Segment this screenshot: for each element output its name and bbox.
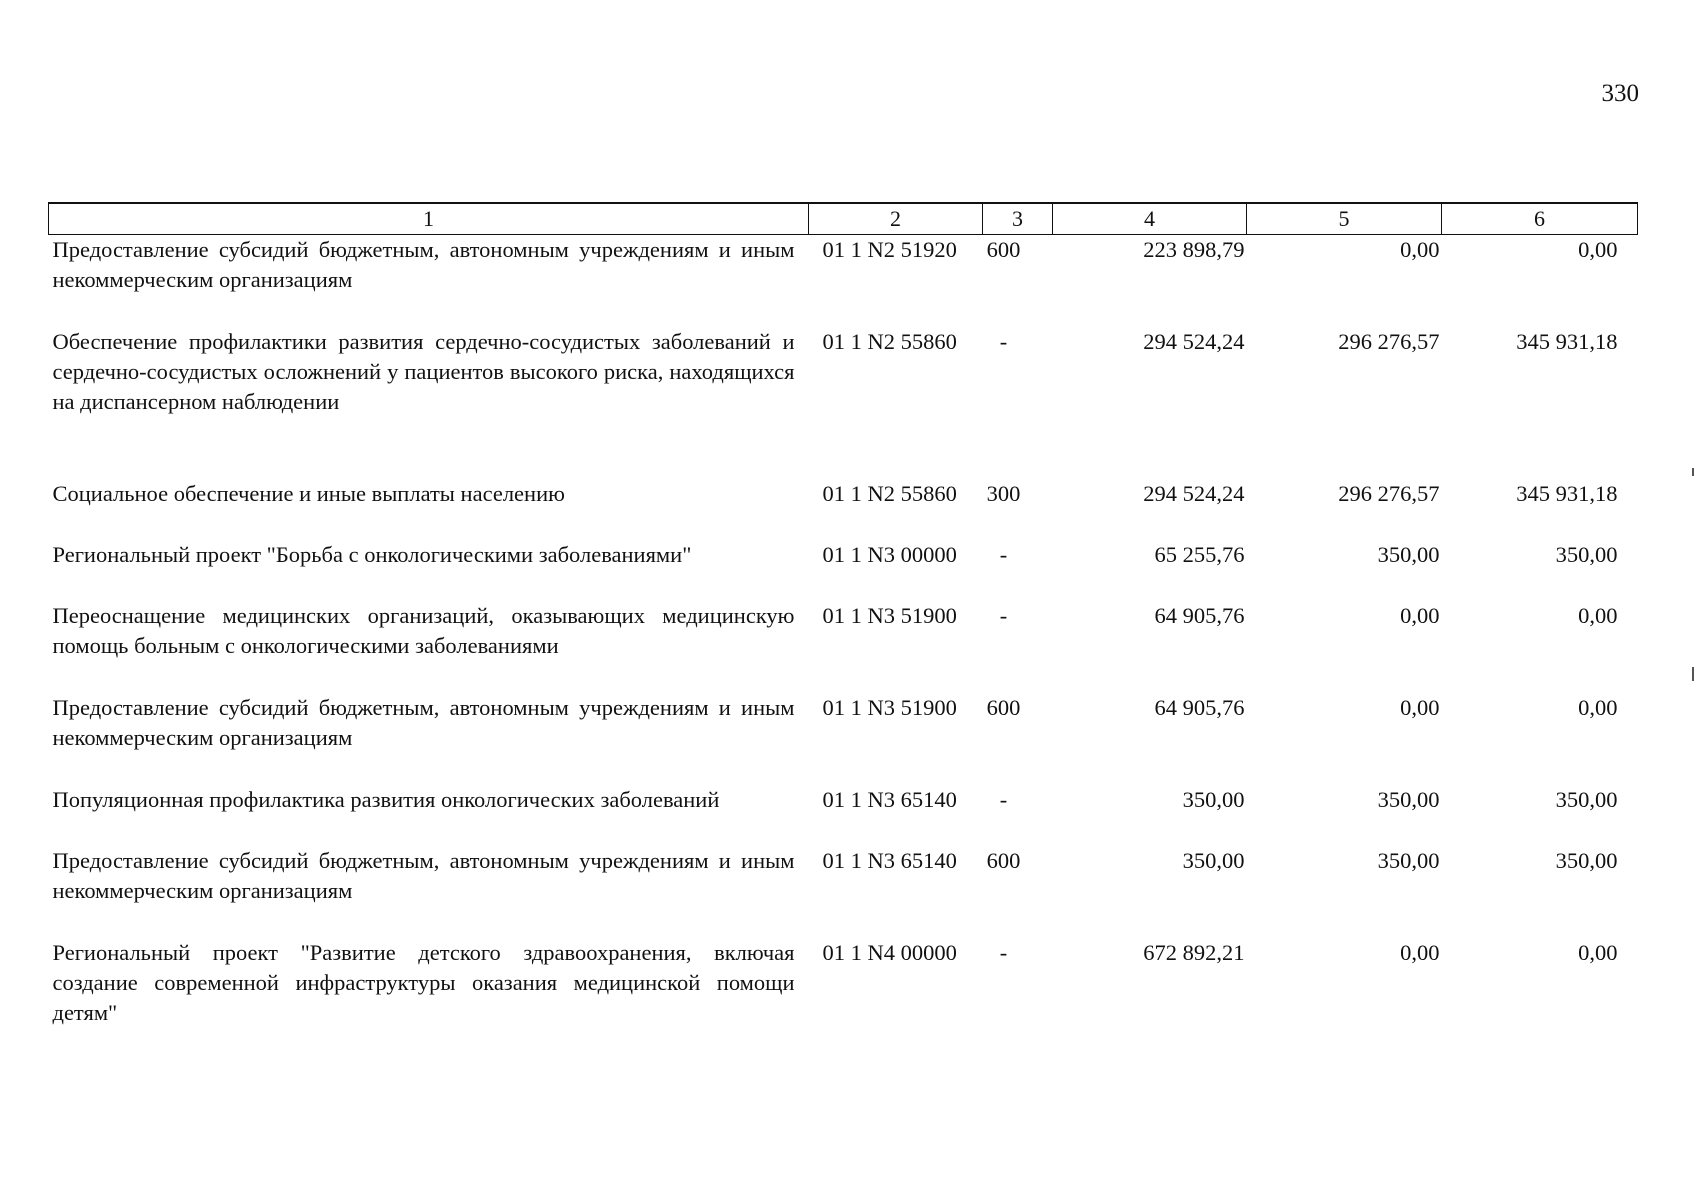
table-header — [49, 203, 1638, 235]
row-value-4: 65 255,76 — [1154, 542, 1245, 567]
row-value-5: 350,00 — [1377, 787, 1440, 812]
page-number: 330 — [1601, 80, 1639, 107]
row-value-4: 294 524,24 — [1143, 329, 1245, 354]
column-header-2: 2 — [809, 203, 983, 235]
row-value-4: 672 892,21 — [1143, 940, 1245, 965]
row-name: Региональный проект "Развитие детского здравоохранения, включая создание современной инфраструктуры оказания медицинской помощи детям" — [52, 940, 795, 1025]
row-name: Популяционная профилактика развития онкологических заболеваний — [52, 787, 720, 812]
row-expense-type: - — [999, 603, 1008, 628]
row-value-6: 0,00 — [1578, 237, 1618, 262]
row-code: 01 1 N3 00000 — [822, 542, 957, 567]
row-expense-type: - — [999, 940, 1008, 965]
table-row — [49, 479, 1638, 540]
row-value-4: 64 905,76 — [1154, 603, 1245, 628]
row-value-6: 345 931,18 — [1516, 481, 1618, 506]
row-code: 01 1 N2 55860 — [822, 329, 957, 354]
row-code: 01 1 N3 65140 — [822, 848, 957, 873]
row-code: 01 1 N4 00000 — [822, 940, 957, 965]
budget-table — [48, 202, 1638, 1038]
column-header-3: 3 — [983, 203, 1053, 235]
row-name: Предоставление субсидий бюджетным, автономным учреждениям и иным некоммерческим организациям — [52, 237, 795, 292]
row-value-6: 350,00 — [1555, 787, 1618, 812]
row-expense-type: 600 — [986, 848, 1021, 873]
table-body — [49, 235, 1638, 1039]
row-code: 01 1 N3 65140 — [822, 787, 957, 812]
row-value-5: 0,00 — [1400, 603, 1440, 628]
row-value-4: 294 524,24 — [1143, 481, 1245, 506]
row-name: Предоставление субсидий бюджетным, автономным учреждениям и иным некоммерческим организациям — [52, 695, 795, 750]
column-header-1: 1 — [49, 203, 809, 235]
row-name: Предоставление субсидий бюджетным, автономным учреждениям и иным некоммерческим организациям — [52, 848, 795, 903]
table-row — [49, 938, 1638, 1038]
row-expense-type: - — [999, 329, 1008, 354]
row-value-5: 296 276,57 — [1338, 481, 1440, 506]
column-header-6: 6 — [1442, 203, 1638, 235]
row-code: 01 1 N3 51900 — [822, 695, 957, 720]
row-name: Обеспечение профилактики развития сердечно-сосудистых заболеваний и сердечно-сосудистых осложнений у пациентов высокого риска, находящихся на диспансерном наблюдении — [52, 329, 795, 414]
row-value-5: 0,00 — [1400, 237, 1440, 262]
row-value-6: 0,00 — [1578, 695, 1618, 720]
row-code: 01 1 N3 51900 — [822, 603, 957, 628]
header-row — [49, 203, 1638, 235]
row-expense-type: 600 — [986, 695, 1021, 720]
table-row — [49, 846, 1638, 938]
row-value-6: 350,00 — [1555, 542, 1618, 567]
table-row — [49, 693, 1638, 785]
row-code: 01 1 N2 55860 — [822, 481, 957, 506]
table-row — [49, 327, 1638, 479]
row-value-5: 350,00 — [1377, 542, 1440, 567]
row-value-5: 350,00 — [1377, 848, 1440, 873]
row-expense-type: 600 — [986, 237, 1021, 262]
column-header-4: 4 — [1053, 203, 1247, 235]
table-row — [49, 785, 1638, 846]
row-value-5: 0,00 — [1400, 940, 1440, 965]
row-value-5: 296 276,57 — [1338, 329, 1440, 354]
row-value-4: 64 905,76 — [1154, 695, 1245, 720]
row-name: Региональный проект "Борьба с онкологическими заболеваниями" — [52, 542, 692, 567]
row-expense-type: - — [999, 542, 1008, 567]
row-value-6: 350,00 — [1555, 848, 1618, 873]
row-expense-type: 300 — [986, 481, 1021, 506]
row-code: 01 1 N2 51920 — [822, 237, 957, 262]
row-value-4: 350,00 — [1182, 848, 1245, 873]
row-value-4: 350,00 — [1182, 787, 1245, 812]
table-row — [49, 235, 1638, 328]
table-row — [49, 601, 1638, 693]
row-value-6: 0,00 — [1578, 940, 1618, 965]
row-value-4: 223 898,79 — [1143, 237, 1245, 262]
row-value-5: 0,00 — [1400, 695, 1440, 720]
row-name: Социальное обеспечение и иные выплаты населению — [52, 481, 565, 506]
table-row — [49, 540, 1638, 601]
column-header-5: 5 — [1247, 203, 1442, 235]
row-value-6: 345 931,18 — [1516, 329, 1618, 354]
row-expense-type: - — [999, 787, 1008, 812]
row-name: Переоснащение медицинских организаций, оказывающих медицинскую помощь больным с онкологическими заболеваниями — [52, 603, 795, 658]
row-value-6: 0,00 — [1578, 603, 1618, 628]
